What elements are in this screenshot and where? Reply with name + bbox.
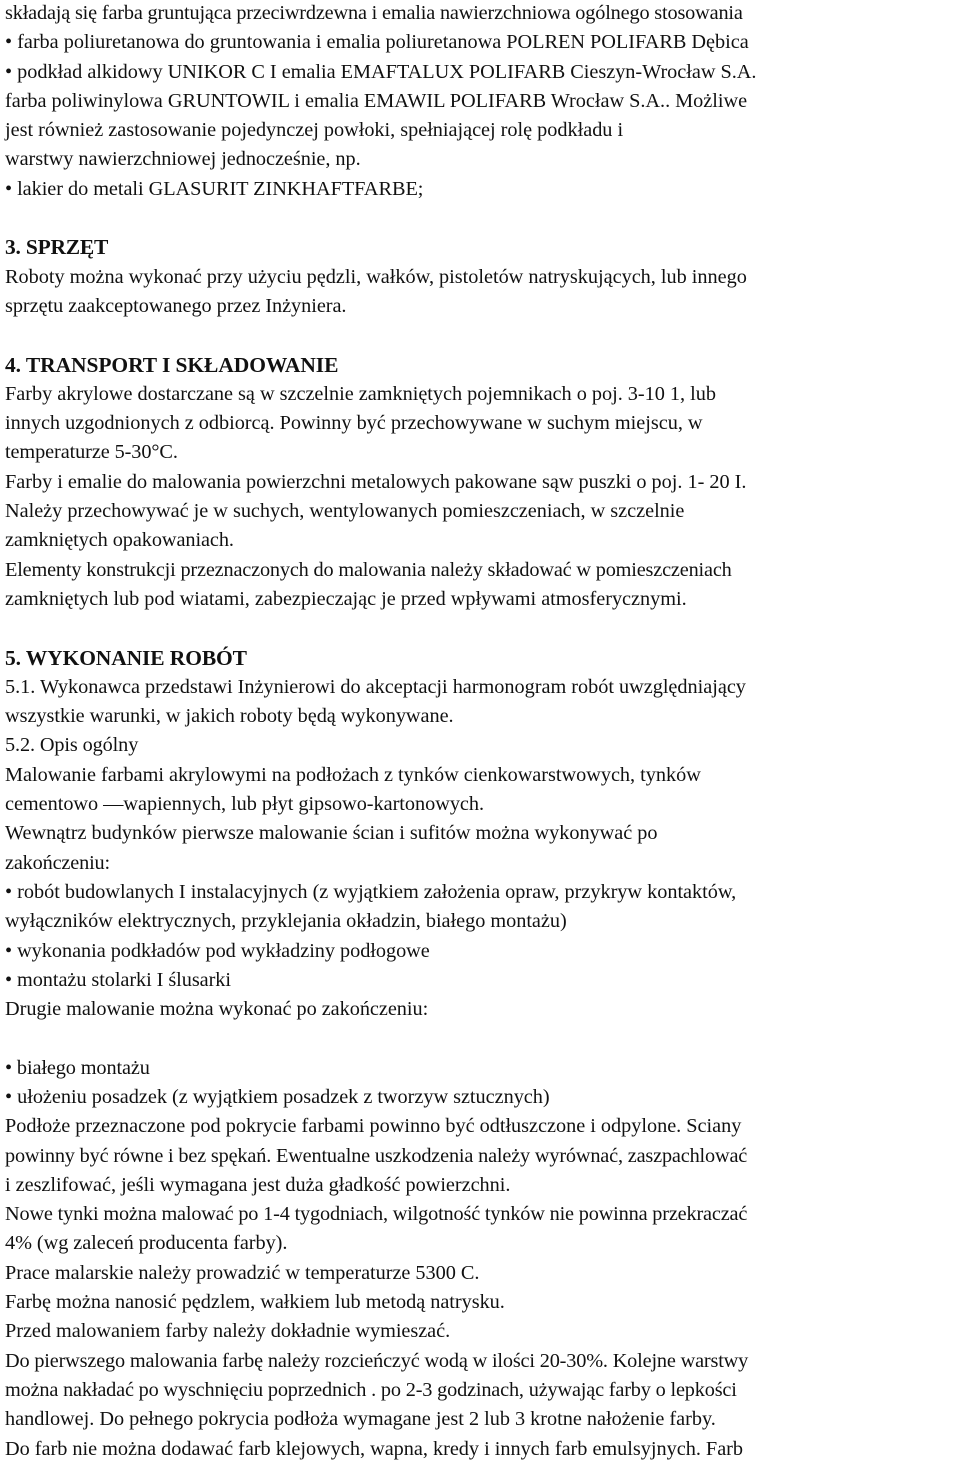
text-line: 5.2. Opis ogólny <box>5 734 139 757</box>
text-line: Do farb nie można dodawać farb klejowych, wapna, kredy i innych farb emulsyjnych. Farb <box>5 1437 744 1460</box>
section-sprzet <box>5 233 957 321</box>
text-line: sprzętu zaakceptowanego przez Inżyniera. <box>5 294 347 317</box>
text-line: Roboty można wykonać przy użyciu pędzli, wałków, pistoletów natryskujących, lub innego <box>5 265 747 288</box>
text-line: Farbę można nanosić pędzlem, wałkiem lub metodą natrysku. <box>5 1291 505 1314</box>
section-wykonanie <box>5 644 957 1464</box>
text-line: • ułożeniu posadzek (z wyjątkiem posadzek z tworzyw sztucznych) <box>5 1085 550 1108</box>
text-line: farba poliwinylowa GRUNTOWIL i emalia EMAWIL POLIFARB Wrocław S.A.. Możliwe <box>5 89 748 112</box>
text-line: • podkład alkidowy UNIKOR C I emalia EMAFTALUX POLIFARB Cieszyn-Wrocław S.A. <box>5 60 757 83</box>
text-line: jest również zastosowanie pojedynczej powłoki, spełniającej rolę podkładu i <box>5 119 624 142</box>
text-line: wszystkie warunki, w jakich roboty będą wykonywane. <box>5 705 454 728</box>
text-line: Drugie malowanie można wykonać po zakończeniu: <box>5 998 429 1021</box>
text-line: zakończeniu: <box>5 851 110 874</box>
text-line: innych uzgodnionych z odbiorcą. Powinny być przechowywane w suchym miejscu, w <box>5 412 703 435</box>
text-line: i zeszlifować, jeśli wymagana jest duża gładkość powierzchni. <box>5 1173 511 1196</box>
text-line: Podłoże przeznaczone pod pokrycie farbami powinno być odtłuszczone i odpylone. Sciany <box>5 1115 742 1138</box>
text-line: 5.1. Wykonawca przedstawi Inżynierowi do akceptacji harmonogram robót uwzględniający <box>5 675 746 698</box>
text-line: • montażu stolarki I ślusarki <box>5 968 231 991</box>
paragraph-spacer <box>5 204 957 233</box>
text-line: handlowej. Do pełnego pokrycia podłoża wymagane jest 2 lub 3 krotne nałożenie farby. <box>5 1408 716 1431</box>
section-heading: 3. SPRZĘT <box>5 235 109 260</box>
document-page <box>5 0 957 1464</box>
text-line: cementowo —wapiennych, lub płyt gipsowo-kartonowych. <box>5 793 485 816</box>
paragraph-spacer <box>5 1024 957 1053</box>
text-line: temperaturze 5-30°C. <box>5 441 178 464</box>
section-transport <box>5 351 957 615</box>
text-line: • robót budowlanych I instalacyjnych (z wyjątkiem założenia opraw, przykryw kontaktów, <box>5 880 737 903</box>
section-heading: 4. TRANSPORT I SKŁADOWANIE <box>5 352 339 377</box>
text-line: Farby akrylowe dostarczane są w szczelnie zamkniętych pojemnikach o poj. 3-10 1, lub <box>5 382 716 405</box>
text-line: wyłączników elektrycznych, przyklejania okładzin, białego montażu) <box>5 910 567 933</box>
text-line: • lakier do metali GLASURIT ZINKHAFTFARBE; <box>5 177 424 200</box>
text-line: 4% (wg zaleceń producenta farby). <box>5 1232 288 1255</box>
text-line: Malowanie farbami akrylowymi na podłożach z tynków cienkowarstwowych, tynków <box>5 763 701 786</box>
text-line: Elementy konstrukcji przeznaczonych do malowania należy składować w pomieszczeniach <box>5 558 732 581</box>
text-line: warstwy nawierzchniowej jednocześnie, np. <box>5 148 361 171</box>
text-line: Wewnątrz budynków pierwsze malowanie ścian i sufitów można wykonywać po <box>5 822 658 845</box>
text-line: Przed malowaniem farby należy dokładnie wymieszać. <box>5 1320 451 1343</box>
text-line: powinny być równe i bez spękań. Ewentualne uszkodzenia należy wyrównać, zaszpachlować <box>5 1144 748 1167</box>
section-heading: 5. WYKONANIE ROBÓT <box>5 645 247 670</box>
text-line: • wykonania podkładów pod wykładziny podłogowe <box>5 939 430 962</box>
text-line: • farba poliuretanowa do gruntowania i emalia poliuretanowa POLREN POLIFARB Dębica <box>5 31 749 54</box>
text-line: można nakładać po wyschnięciu poprzednich . po 2-3 godzinach, używając farby o lepkości <box>5 1378 737 1401</box>
text-line: Należy przechowywać je w suchych, wentylowanych pomieszczeniach, w szczelnie <box>5 500 685 523</box>
intro-paragraph <box>5 0 957 204</box>
text-line: Nowe tynki można malować po 1-4 tygodniach, wilgotność tynków nie powinna przekraczać <box>5 1203 748 1226</box>
text-line: Do pierwszego malowania farbę należy rozcieńczyć wodą w ilości 20-30%. Kolejne warstwy <box>5 1349 749 1372</box>
text-line: zamkniętych lub pod wiatami, zabezpieczając je przed wpływami atmosferycznymi. <box>5 587 687 610</box>
text-line: Prace malarskie należy prowadzić w temperaturze 5300 C. <box>5 1261 480 1284</box>
text-line: Farby i emalie do malowania powierzchni metalowych pakowane sąw puszki o poj. 1- 20 I. <box>5 470 747 493</box>
text-line: • białego montażu <box>5 1056 150 1079</box>
paragraph-spacer <box>5 321 957 350</box>
text-line: składają się farba gruntująca przeciwrdzewna i emalia nawierzchniowa ogólnego stosowania <box>5 2 743 24</box>
paragraph-spacer <box>5 614 957 643</box>
text-line: zamkniętych opakowaniach. <box>5 529 234 552</box>
